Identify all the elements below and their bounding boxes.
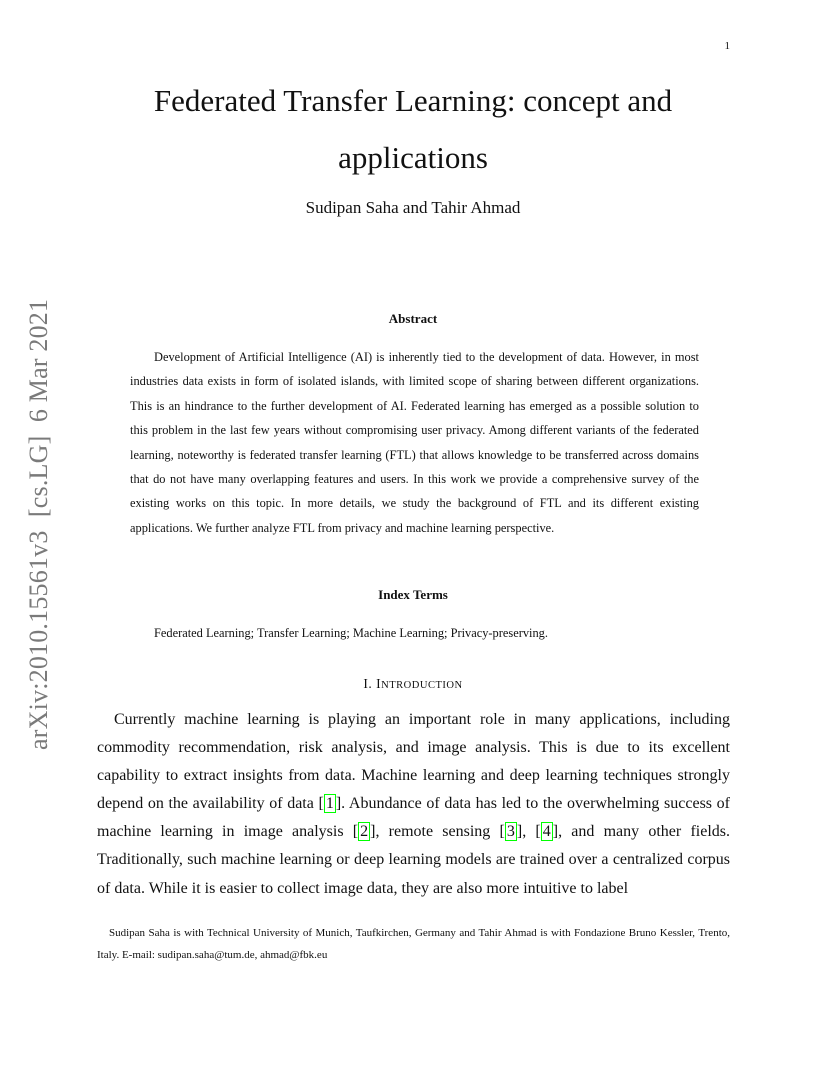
intro-text-segment: ], and many other fields. Traditionally, such machine learning or deep learning models are trained over a centralized corpus of data. While it is easier to collect image data, they are also more intuitive to label bbox=[97, 823, 731, 897]
intro-text-segment: Currently machine learning is playing an important role in many applications, including commodity recommendation, risk analysis, and image analysis. This is due to its excellent capability to extract insights from data. Machine learning and deep learning techniques strongly depend on the availability of data [ bbox=[97, 711, 730, 813]
citation-link-4[interactable]: 4 bbox=[542, 823, 551, 841]
citation-link-3[interactable]: 3 bbox=[506, 823, 515, 841]
intro-text-segment: ], [ bbox=[516, 823, 541, 841]
section-number: I. bbox=[363, 676, 373, 691]
citation-link-2[interactable]: 2 bbox=[360, 823, 369, 841]
paper-title: Federated Transfer Learning: concept and applications bbox=[153, 83, 673, 175]
intro-text-segment: ], remote sensing [ bbox=[370, 823, 505, 841]
paper-authors: Sudipan Saha and Tahir Ahmad bbox=[305, 198, 521, 217]
page-number: 1 bbox=[724, 40, 730, 52]
intro-text-segment: ]. Abundance of data has led to the overwhelming success of machine learning in image analysis [ bbox=[97, 795, 730, 841]
arxiv-identifier-stamp: arXiv:2010.15561v3 [cs.LG] 6 Mar 2021 bbox=[24, 298, 53, 750]
section-title: INTRODUCTION bbox=[376, 676, 463, 691]
introduction-paragraph bbox=[97, 706, 730, 903]
abstract-text: Development of Artificial Intelligence (AI) is inherently tied to the development of data. However, in most industries data exists in form of isolated islands, with limited scope of sharing between different organizations. This is an hindrance to the further development of AI. Federated learning has emerged as a possible solution to this problem in the last few years without compromising user privacy. Among different variants of the federated learning, noteworthy is federated transfer learning (FTL) that allows knowledge to be transferred across domains that do not have many overlapping features and users. In this work we provide a comprehensive survey of the existing works on this topic. In more details, we study the background of FTL and its different existing applications. We further analyze FTL from privacy and machine learning perspective. bbox=[130, 350, 699, 535]
section-heading-introduction bbox=[98, 676, 728, 692]
abstract-heading: Abstract bbox=[388, 311, 438, 326]
index-terms-heading: Index Terms bbox=[378, 587, 448, 602]
author-affiliation-footnote: Sudipan Saha is with Technical University of Munich, Taufkirchen, Germany and Tahir Ahmad is with Fondazione Bruno Kessler, Trento, Italy. E-mail: sudipan.saha@tum.de, ahmad@fbk.eu bbox=[97, 927, 730, 961]
citation-link-1[interactable]: 1 bbox=[325, 795, 334, 813]
index-terms-text: Federated Learning; Transfer Learning; Machine Learning; Privacy-preserving. bbox=[154, 626, 548, 640]
